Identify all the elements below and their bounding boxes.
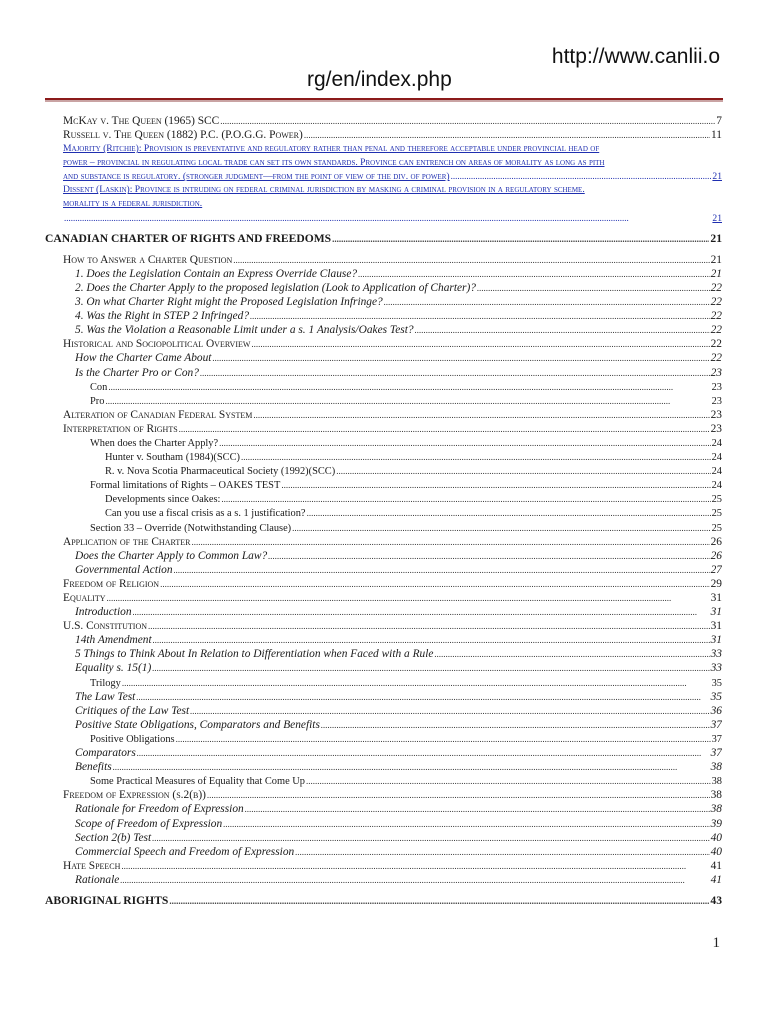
toc-entry-title: McKay v. The Queen (1965) SCC [63, 115, 220, 127]
toc-dot-leader [384, 295, 710, 309]
toc-entry-title: Scope of Freedom of Expression [75, 817, 223, 830]
toc-dot-leader [160, 577, 710, 591]
toc-entry [45, 788, 722, 802]
toc-dot-leader [152, 661, 709, 675]
toc-entry-page: 21 [712, 171, 722, 183]
toc-dot-leader [451, 169, 712, 183]
toc-dot-leader [336, 464, 710, 478]
toc-entry [45, 450, 722, 464]
toc-entry [45, 633, 722, 647]
toc-entry [45, 128, 722, 142]
toc-entry-title: Equality [63, 592, 106, 604]
toc-entry-page: 33 [710, 648, 722, 661]
toc-entry-page: 24 [711, 480, 722, 492]
toc-entry-title: Freedom of Expression (s.2(b)) [63, 789, 206, 802]
toc-entry [45, 619, 722, 633]
toc-entry-title: Does the Charter Apply to Common Law? [75, 549, 268, 562]
toc-entry-page: 25 [711, 522, 722, 534]
toc-entry [45, 704, 722, 718]
toc-entry [45, 563, 722, 577]
toc-dot-leader [434, 647, 709, 661]
toc-entry [45, 422, 722, 436]
toc-entry [45, 535, 722, 549]
toc-entry-title: Governmental Action [75, 563, 173, 576]
toc-entry-page: 27 [710, 563, 722, 576]
toc-dot-leader [108, 380, 710, 394]
toc-entry[interactable] [45, 211, 722, 225]
toc-entry-title: 2. Does the Charter Apply to the proposed legislation (Look to Application of Charter)? [75, 281, 476, 294]
toc-entry [45, 253, 722, 267]
toc-entry-page: 43 [710, 893, 722, 907]
toc-entry-title: Developments since Oakes: [105, 494, 221, 506]
toc-entry [45, 267, 722, 281]
toc-entry-page: 22 [710, 338, 722, 351]
toc-dot-leader [200, 366, 710, 380]
toc-entry-title: morality is a federal jurisdiction. [63, 198, 203, 210]
toc-entry-title: ABORIGINAL RIGHTS [45, 893, 169, 907]
toc-entry-page: 37 [711, 733, 722, 745]
toc-entry-title: Rationale [75, 873, 120, 886]
toc-dot-leader [241, 450, 711, 464]
toc-dot-leader [268, 549, 709, 563]
toc-entry-title: Introduction [75, 606, 132, 619]
toc-entry-title: power – provincial in regulating local trade can set its own standards. Province can entrench on areas of morality as long as pith [63, 156, 605, 168]
toc-entry-page: 23 [711, 381, 722, 393]
toc-entry [45, 718, 722, 732]
toc-dot-leader [250, 309, 710, 323]
toc-dot-leader [415, 323, 710, 337]
toc-entry-page: 25 [711, 494, 722, 506]
toc-dot-leader [122, 676, 711, 690]
toc-entry [45, 774, 722, 788]
toc-entry-page: 40 [710, 845, 722, 858]
page-number: 1 [712, 935, 720, 951]
toc-dot-leader [107, 591, 710, 605]
toc-dot-leader [221, 492, 710, 506]
header-rule [45, 98, 723, 100]
toc-entry [45, 647, 722, 661]
toc-entry-title: Section 33 – Override (Notwithstanding Clause) [90, 522, 292, 534]
toc-entry-title: 5. Was the Violation a Reasonable Limit under a s. 1 Analysis/Oakes Test? [75, 324, 414, 337]
toc-entry-title: Historical and Sociopolitical Overview [63, 338, 251, 351]
toc-entry-page: 41 [710, 873, 722, 886]
toc-entry-page: 24 [711, 437, 722, 449]
toc-entry-page: 22 [710, 281, 722, 294]
toc-entry-title: Critiques of the Law Test [75, 704, 190, 717]
toc-entry [45, 605, 722, 619]
toc-dot-leader [281, 478, 710, 492]
toc-dot-leader [174, 563, 710, 577]
toc-entry-title: and substance is regulatory. (stronger judgment—from the point of view of the div. of power) [63, 171, 450, 183]
toc-dot-leader [251, 337, 709, 351]
toc-entry-title: R. v. Nova Scotia Pharmaceutical Society (1992)(SCC) [105, 466, 336, 478]
toc-entry-title: Trilogy [90, 677, 121, 689]
toc-entry-title: CANADIAN CHARTER OF RIGHTS AND FREEDOMS [45, 231, 332, 245]
toc-entry-title: Positive Obligations [90, 733, 175, 745]
toc-entry-page: 33 [710, 662, 722, 675]
toc-entry [45, 760, 722, 774]
toc-entry [45, 521, 722, 535]
toc-entry-title: Hunter v. Southam (1984)(SCC) [105, 452, 240, 464]
toc-entry [45, 351, 722, 365]
toc-entry [45, 887, 722, 915]
toc-dot-leader [169, 887, 709, 915]
toc-dot-leader [306, 774, 711, 788]
toc-entry [45, 309, 722, 323]
toc-entry-page: 38 [710, 803, 722, 816]
toc-entry-page: 24 [711, 452, 722, 464]
toc-entry [45, 873, 722, 887]
toc-entry-page: 41 [710, 859, 722, 872]
toc-entry-title: Can you use a fiscal crisis as a s. 1 justification? [105, 508, 306, 520]
toc-dot-leader [121, 859, 709, 873]
toc-entry-title: Dissent (Laskin): Province is intruding on federal criminal jurisdiction by masking a criminal provision in a regulatory scheme. [63, 184, 585, 196]
toc-dot-leader [307, 506, 711, 520]
toc-entry [45, 831, 722, 845]
toc-entry-page: 37 [710, 747, 722, 760]
toc-dot-leader [153, 633, 710, 647]
toc-entry-page: 25 [711, 508, 722, 520]
toc-dot-leader [176, 732, 711, 746]
toc-entry-page: 24 [711, 466, 722, 478]
toc-entry-title: Positive State Obligations, Comparators and Benefits [75, 718, 320, 731]
toc-entry-title: Benefits [75, 761, 112, 774]
toc-dot-leader [137, 746, 710, 760]
toc-entry-page: 31 [710, 592, 722, 604]
toc-entry [45, 492, 722, 506]
toc-entry-title: Equality s. 15(1) [75, 662, 152, 675]
toc-entry-title: 1. Does the Legislation Contain an Express Override Clause? [75, 267, 358, 280]
toc-entry-title: How the Charter Came About [75, 352, 212, 365]
toc-entry-page: 23 [710, 366, 722, 379]
toc-entry-title: 4. Was the Right in STEP 2 Infringed? [75, 310, 250, 323]
toc-entry-title: Majority (Ritchie): Provision is preventative and regulatory rather than penal and therefore acceptable under provincial head of [63, 143, 600, 155]
toc-entry-title: Commercial Speech and Freedom of Expression [75, 845, 295, 858]
toc-entry-title: The Law Test [75, 690, 136, 703]
toc-entry [45, 464, 722, 478]
toc-entry-title: How to Answer a Charter Question [63, 253, 233, 266]
toc-dot-leader [332, 225, 709, 253]
toc-entry-title: 14th Amendment [75, 634, 152, 647]
toc-entry [45, 845, 722, 859]
toc-entry [45, 676, 722, 690]
toc-dot-leader [190, 704, 709, 718]
toc-entry-title: 3. On what Charter Right might the Proposed Legislation Infringe? [75, 296, 383, 309]
toc-entry-title: Some Practical Measures of Equality that Come Up [90, 776, 305, 788]
toc-entry-page: 23 [710, 408, 722, 421]
toc-dot-leader [477, 281, 710, 295]
toc-entry-title: Section 2(b) Test [75, 831, 152, 844]
toc-entry-title: Interpretation of Rights [63, 422, 178, 435]
toc-entry [45, 366, 722, 380]
toc-entry-title: Alteration of Canadian Federal System [63, 408, 253, 421]
toc-entry-page: 22 [710, 310, 722, 323]
toc-entry-page: 31 [710, 606, 722, 619]
toc-entry[interactable] [45, 183, 722, 197]
toc-entry-title: Freedom of Religion [63, 577, 160, 590]
url-line-2: rg/en/index.php [307, 68, 452, 91]
toc-entry-page: 36 [710, 704, 722, 717]
toc-entry[interactable] [45, 156, 722, 170]
toc-dot-leader [207, 788, 710, 802]
toc-entry [45, 506, 722, 520]
toc-dot-leader [133, 605, 710, 619]
table-of-contents [45, 114, 722, 915]
toc-dot-leader [120, 873, 709, 887]
toc-entry-page: 35 [711, 677, 722, 689]
toc-entry [45, 549, 722, 563]
toc-dot-leader [304, 128, 710, 142]
toc-entry [45, 817, 722, 831]
toc-entry[interactable] [45, 142, 722, 156]
toc-entry-page: 26 [710, 535, 722, 548]
toc-entry-page: 22 [710, 324, 722, 337]
toc-dot-leader [136, 690, 709, 704]
toc-entry [45, 859, 722, 873]
toc-entry-page: 29 [710, 577, 722, 590]
toc-dot-leader [295, 845, 709, 859]
toc-entry-page: 38 [710, 789, 722, 802]
toc-entry [45, 732, 722, 746]
toc-entry [45, 281, 722, 295]
toc-entry-title: U.S. Constitution [63, 620, 148, 633]
toc-entry-page: 21 [710, 253, 722, 266]
toc-dot-leader [179, 422, 710, 436]
toc-dot-leader [219, 436, 710, 450]
toc-entry [45, 323, 722, 337]
toc-dot-leader [223, 817, 709, 831]
toc-dot-leader [253, 408, 709, 422]
toc-entry [45, 577, 722, 591]
toc-entry-page: 23 [710, 422, 722, 435]
toc-entry-page: 40 [710, 831, 722, 844]
toc-entry-page: 31 [710, 620, 722, 633]
toc-entry [45, 802, 722, 816]
toc-entry-page: 35 [710, 690, 722, 703]
toc-entry-page: 22 [710, 296, 722, 309]
toc-entry-page: 21 [712, 212, 722, 224]
toc-entry-page: 38 [711, 776, 722, 788]
toc-entry-page: 26 [710, 549, 722, 562]
toc-entry [45, 380, 722, 394]
toc-entry [45, 478, 722, 492]
toc-dot-leader [64, 211, 711, 225]
toc-entry-page: 21 [710, 267, 722, 280]
toc-entry [45, 394, 722, 408]
toc-entry [45, 591, 722, 605]
toc-entry [45, 337, 722, 351]
toc-entry-title: Con [90, 381, 108, 393]
toc-entry [45, 746, 722, 760]
toc-entry-page: 21 [710, 231, 722, 245]
toc-entry-title: Pro [90, 395, 105, 407]
toc-entry-page: 23 [711, 395, 722, 407]
toc-dot-leader [152, 831, 709, 845]
toc-entry-title: When does the Charter Apply? [90, 437, 219, 449]
toc-entry-title: Is the Charter Pro or Con? [75, 366, 199, 379]
toc-entry[interactable] [45, 169, 722, 183]
toc-entry [45, 408, 722, 422]
toc-entry [45, 690, 722, 704]
toc-entry-page: 7 [716, 115, 722, 127]
toc-dot-leader [105, 394, 710, 408]
toc-entry[interactable] [45, 197, 722, 211]
toc-dot-leader [220, 114, 715, 128]
toc-entry [45, 114, 722, 128]
toc-dot-leader [292, 521, 710, 535]
toc-dot-leader [212, 351, 709, 365]
toc-entry-page: 31 [710, 634, 722, 647]
toc-dot-leader [245, 802, 710, 816]
toc-entry-title: Application of the Charter [63, 535, 191, 548]
toc-entry-title: Comparators [75, 747, 136, 760]
toc-entry-title: Rationale for Freedom of Expression [75, 803, 244, 816]
toc-dot-leader [358, 267, 710, 281]
toc-dot-leader [113, 760, 710, 774]
toc-dot-leader [191, 535, 709, 549]
toc-dot-leader [233, 253, 709, 267]
toc-entry-page: 11 [711, 129, 722, 142]
toc-entry-page: 37 [710, 718, 722, 731]
url-line-1: http://www.canlii.o [551, 45, 720, 68]
toc-entry [45, 295, 722, 309]
toc-entry [45, 436, 722, 450]
toc-dot-leader [148, 619, 710, 633]
toc-entry [45, 225, 722, 253]
toc-entry-title: 5 Things to Think About In Relation to Differentiation when Faced with a Rule [75, 648, 434, 661]
toc-entry-title: Formal limitations of Rights – OAKES TEST [90, 480, 281, 492]
toc-entry-page: 38 [710, 761, 722, 774]
toc-dot-leader [321, 718, 710, 732]
toc-entry-page: 39 [710, 817, 722, 830]
toc-entry-title: Hate Speech [63, 859, 121, 872]
toc-entry-title: Russell v. The Queen (1882) P.C. (P.O.G.G. Power) [63, 129, 303, 142]
toc-entry [45, 661, 722, 675]
toc-entry-page: 22 [710, 352, 722, 365]
